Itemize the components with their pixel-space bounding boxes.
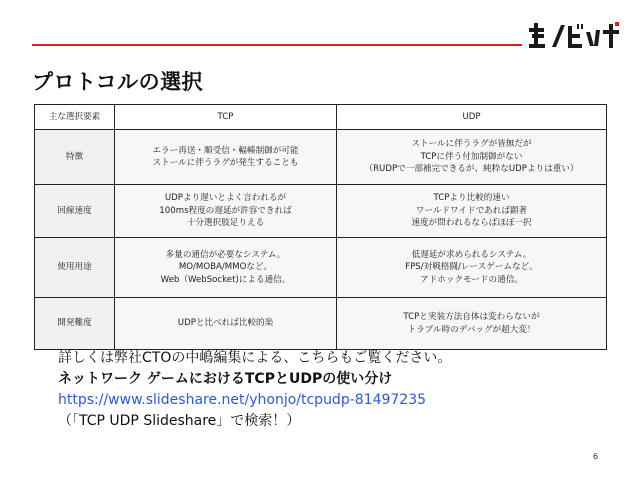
cell-line: TCPより比較的速い <box>433 193 510 204</box>
slideshare-link[interactable]: https://www.slideshare.net/yhonjo/tcpudp-81497235 <box>58 392 427 408</box>
table-row <box>35 130 607 185</box>
table-row <box>35 185 607 238</box>
header-tcp: TCP <box>115 105 337 130</box>
udp-cell <box>337 185 607 238</box>
cell-line: TCPに伴う付加制御がない <box>420 151 523 162</box>
cell-line: 速度が問われるならばほぼ一択 <box>411 218 532 229</box>
tcp-cell <box>115 185 337 238</box>
cell-line: トラブル時のデバッグが超大変！ <box>407 324 536 335</box>
monobit-logo <box>528 20 620 52</box>
cell-line: TCPと実装方法自体は変わらないが <box>403 312 540 323</box>
cell-line: UDPと比べれば比較的楽 <box>177 318 274 329</box>
cell-line: 低遅延が求められるシステム。 <box>411 249 532 260</box>
cell-line: ストールに伴うラグが発生することも <box>152 158 299 168</box>
header-udp: UDP <box>337 105 607 130</box>
slide-title: プロトコルの選択 <box>32 70 204 94</box>
cell-line: UDPより遅いとよく言われるが <box>164 193 287 204</box>
cell-line: ワールドワイドであれば顕著 <box>415 205 528 216</box>
cell-line: 100ms程度の遅延が許容できれば <box>159 205 292 216</box>
table-header-row <box>35 105 607 130</box>
cell-line: （RUDPで一部補完できるが、純粋なUDPよりは重い） <box>364 164 579 175</box>
search-hint: （「TCP UDP Slideshare」で検索！） <box>58 413 301 429</box>
row-label: 使用用途 <box>35 238 115 298</box>
cell-line: Web（WebSocket)による通信。 <box>160 274 291 285</box>
udp-cell <box>337 298 607 350</box>
page-number: 6 <box>593 452 599 461</box>
cell-line: 多量の通信が必要なシステム。 <box>165 249 286 260</box>
cell-line: 十分選択肢足りえる <box>186 218 265 229</box>
udp-cell <box>337 130 607 185</box>
header-criteria: 主な選択要素 <box>35 105 115 130</box>
reference-title: ネットワーク ゲームにおけるTCPとUDPの使い分け <box>58 371 393 387</box>
row-label: 回線速度 <box>35 185 115 238</box>
tcp-cell <box>115 298 337 350</box>
tcp-cell <box>115 130 337 185</box>
protocol-comparison-table <box>34 104 607 350</box>
cell-line: FPS/対戦格闘/レースゲームなど。 <box>405 262 538 273</box>
reference-note <box>58 348 451 432</box>
row-label: 特徴 <box>35 130 115 185</box>
cell-line: アドホックモードの通信。 <box>420 274 523 285</box>
reference-intro: 詳しくは弊社CTOの中嶋編集による、こちらもご覧ください。 <box>58 350 452 366</box>
table-row <box>35 298 607 350</box>
cell-line: ストールに伴うラグが皆無だが <box>411 139 532 150</box>
table-row <box>35 238 607 298</box>
cell-line: エラー再送・順受信・輻輳制御が可能 <box>152 145 299 156</box>
tcp-cell <box>115 238 337 298</box>
udp-cell <box>337 238 607 298</box>
cell-line: MO/MOBA/MMOなど。 <box>178 262 273 273</box>
row-label: 開発難度 <box>35 298 115 350</box>
header-rule <box>32 44 522 46</box>
